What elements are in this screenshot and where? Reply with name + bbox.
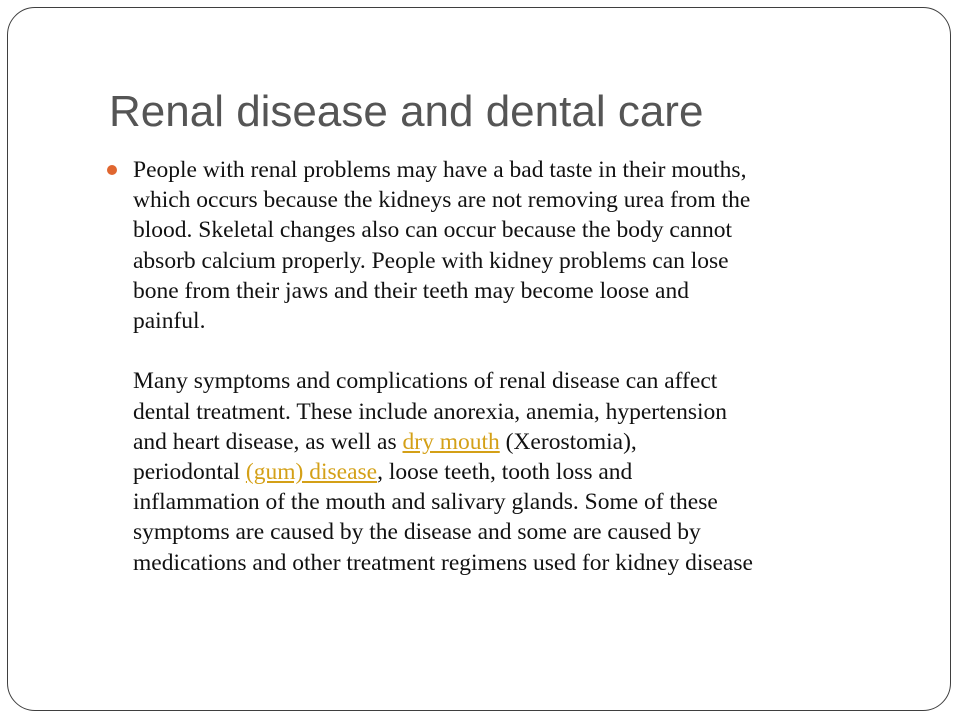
text-segment: (Xerostomia), bbox=[499, 428, 637, 455]
paragraph-line: dental treatment. These include anorexia, anemia, hypertension bbox=[133, 398, 728, 425]
paragraph-line bbox=[133, 457, 913, 487]
paragraph-line: absorb calcium properly. People with kidney problems can lose bbox=[133, 247, 729, 274]
paragraph-spacer bbox=[133, 336, 913, 366]
gum-disease-link[interactable]: (gum) disease bbox=[245, 459, 378, 486]
paragraph-line: Many symptoms and complications of renal disease can affect bbox=[133, 368, 718, 395]
paragraph-line: bone from their jaws and their teeth may become loose and bbox=[133, 277, 689, 304]
paragraph-line: symptoms are caused by the disease and some are caused by bbox=[133, 519, 701, 546]
paragraph-line: inflammation of the mouth and salivary glands. Some of these bbox=[133, 489, 718, 516]
bullet-icon bbox=[107, 165, 117, 175]
paragraph-line bbox=[133, 427, 913, 457]
paragraph-line: painful. bbox=[133, 308, 206, 335]
paragraph-line: People with renal problems may have a bad taste in their mouths, bbox=[133, 157, 747, 183]
paragraph-line: which occurs because the kidneys are not removing urea from the bbox=[133, 187, 751, 214]
text-segment: and heart disease, as well as bbox=[133, 428, 403, 455]
slide-body bbox=[133, 155, 913, 578]
slide-title: Renal disease and dental care bbox=[109, 87, 704, 136]
dry-mouth-link[interactable]: dry mouth bbox=[402, 428, 500, 455]
text-segment: , loose teeth, tooth loss and bbox=[377, 459, 633, 486]
paragraph-line: medications and other treatment regimens used for kidney disease bbox=[133, 549, 753, 576]
paragraph-line: blood. Skeletal changes also can occur because the body cannot bbox=[133, 217, 733, 244]
text-segment: periodontal bbox=[133, 459, 246, 486]
